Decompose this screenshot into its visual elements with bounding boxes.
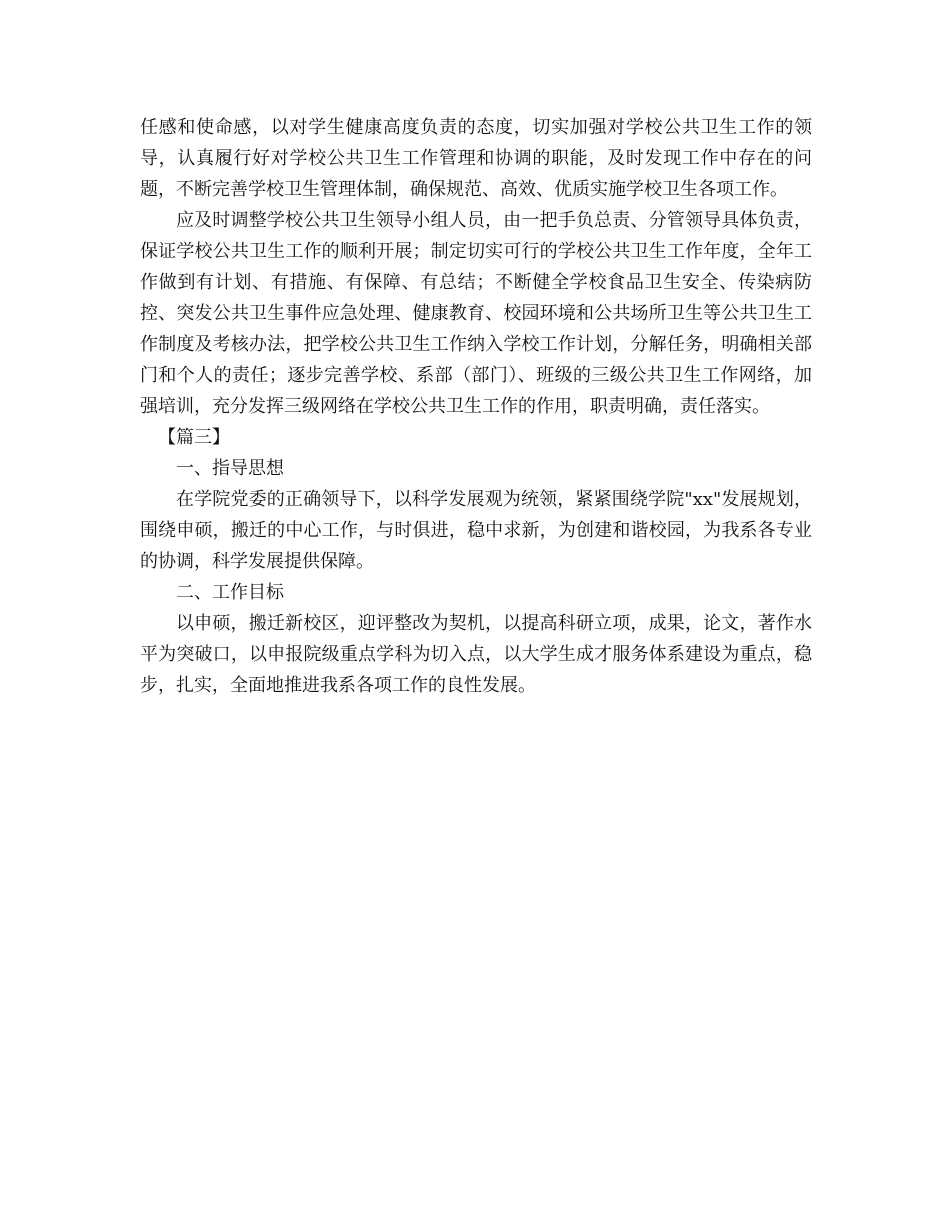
paragraph-continuation: 任感和使命感，以对学生健康高度负责的态度，切实加强对学校公共卫生工作的领导，认真履行好对学校公共卫生工作管理和协调的职能，及时发现工作中存在的问题，不断完善学校卫生管理体制，确保规范、高效、优质实施学校卫生各项工作。 (140, 117, 812, 200)
paragraph-work-goals: 以申硕，搬迁新校区，迎评整改为契机，以提高科研立项，成果，论文，著作水平为突破口，以申报院级重点学科为切入点，以大学生成才服务体系建设为重点，稳步，扎实，全面地推进我系各项工作的良性发展。 (140, 613, 812, 696)
paragraph-guiding-ideology: 在学院党委的正确领导下，以科学发展观为统领，紧紧围绕学院"xx"发展规划，围绕申硕，搬迁的中心工作，与时俱进，稳中求新，为创建和谐校园，为我系各专业的协调，科学发展提供保障。 (140, 489, 812, 572)
heading-work-goals: 二、工作目标 (176, 582, 284, 603)
document-body (140, 112, 812, 701)
section-title: 【篇三】 (158, 427, 230, 448)
paragraph-leadership-adjustment: 应及时调整学校公共卫生领导小组人员，由一把手负总责、分管领导具体负责，保证学校公共卫生工作的顺利开展；制定切实可行的学校公共卫生工作年度，全年工作做到有计划、有措施、有保障、有总结；不断健全学校食品卫生安全、传染病防控、突发公共卫生事件应急处理、健康教育、校园环境和公共场所卫生等公共卫生工作制度及考核办法，把学校公共卫生工作纳入学校工作计划，分解任务，明确相关部门和个人的责任；逐步完善学校、系部（部门）、班级的三级公共卫生工作网络，加强培训，充分发挥三级网络在学校公共卫生工作的作用，职责明确，责任落实。 (140, 210, 812, 417)
heading-guiding-ideology: 一、指导思想 (176, 458, 284, 479)
